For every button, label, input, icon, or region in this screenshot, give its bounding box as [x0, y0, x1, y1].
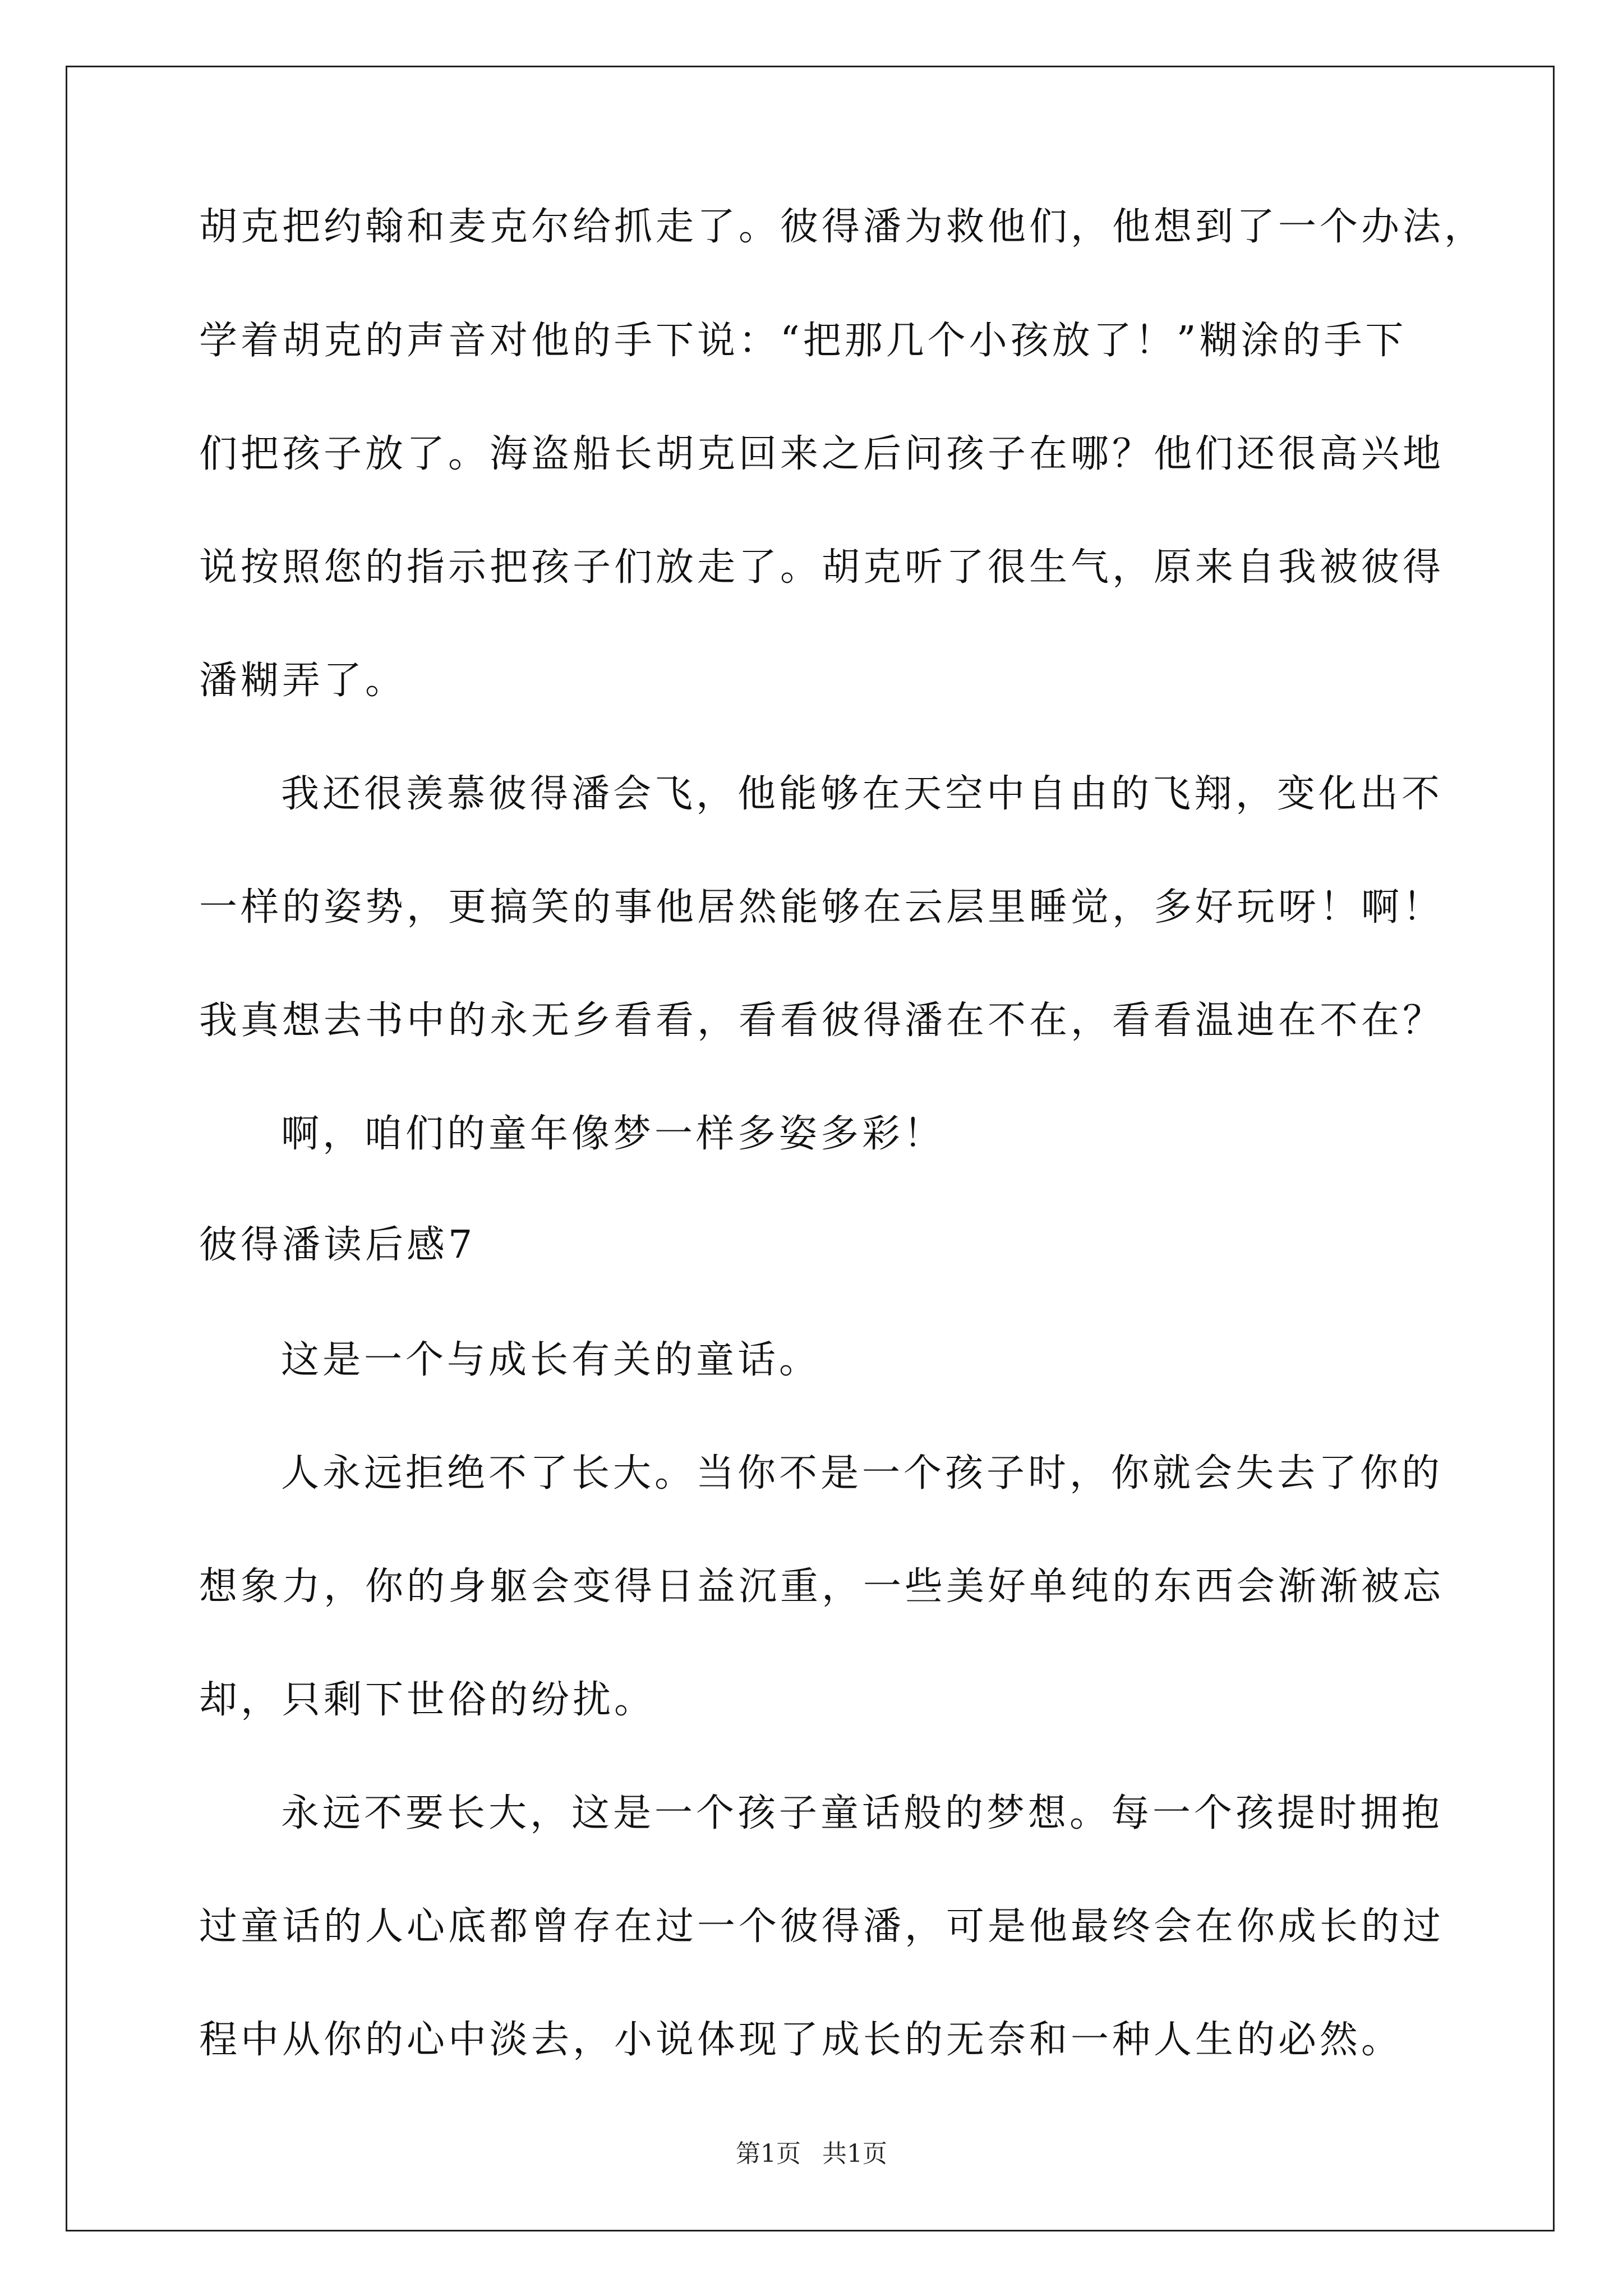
paragraph-line: 胡克把约翰和麦克尔给抓走了。彼得潘为救他们，他想到了一个办法， [199, 205, 1486, 249]
paragraph-line: 潘糊弄了。 [199, 659, 407, 703]
paragraph-line: 我还很羡慕彼得潘会飞，他能够在天空中自由的飞翔，变化出不 [281, 772, 1444, 816]
paragraph-line: 人永远拒绝不了长大。当你不是一个孩子时，你就会失去了你的 [281, 1451, 1444, 1496]
paragraph-line: 说按照您的指示把孩子们放走了。胡克听了很生气，原来自我被彼得 [199, 545, 1445, 590]
paragraph-line: 们把孩子放了。海盗船长胡克回来之后问孩子在哪？他们还很高兴地 [199, 432, 1445, 476]
section-heading: 彼得潘读后感7 [199, 1223, 476, 1267]
page-footer [0, 2137, 1623, 2171]
paragraph-line: 永远不要长大，这是一个孩子童话般的梦想。每一个孩提时拥抱 [281, 1791, 1444, 1835]
paragraph-line: 想象力，你的身躯会变得日益沉重，一些美好单纯的东西会渐渐被忘 [199, 1565, 1445, 1609]
paragraph-line: 啊，咱们的童年像梦一样多姿多彩！ [281, 1112, 946, 1156]
paragraph-line: 却，只剩下世俗的纷扰。 [199, 1678, 656, 1722]
paragraph-line: 我真想去书中的永无乡看看，看看彼得潘在不在，看看温迪在不在？ [199, 999, 1445, 1043]
paragraph-line: 学着胡克的声音对他的手下说：“把那几个小孩放了！”糊涂的手下 [199, 319, 1407, 363]
paragraph-line: 过童话的人心底都曾存在过一个彼得潘，可是他最终会在你成长的过 [199, 1904, 1445, 1949]
paragraph-line: 这是一个与成长有关的童话。 [281, 1338, 821, 1382]
paragraph-line: 一样的姿势，更搞笑的事他居然能够在云层里睡觉，多好玩呀！啊！ [199, 885, 1445, 930]
page-total: 共1页 [822, 2139, 887, 2168]
page-number: 第1页 [736, 2139, 801, 2168]
paragraph-line: 程中从你的心中淡去，小说体现了成长的无奈和一种人生的必然。 [199, 2018, 1403, 2062]
